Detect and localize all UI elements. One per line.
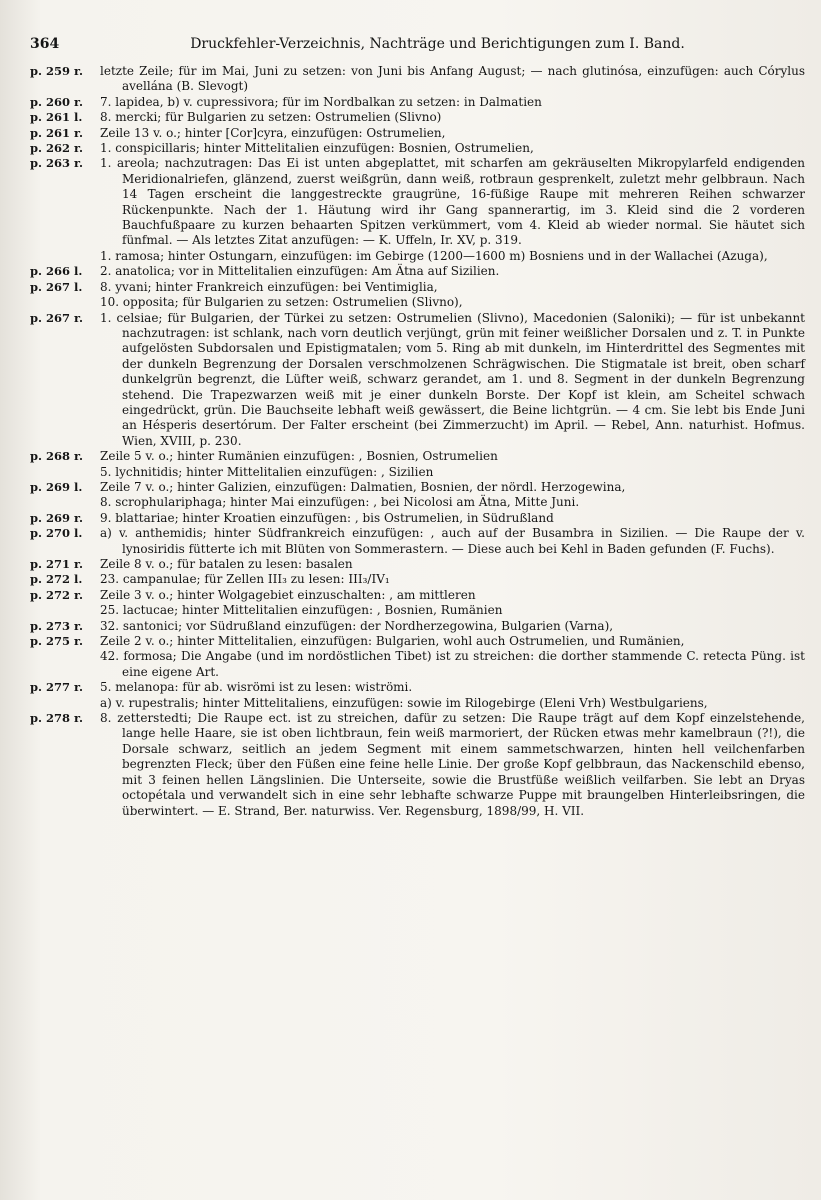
entry-text: 8. zetterstedti; Die Raupe ect. ist zu streichen, dafür zu setzen: Die Raupe trägt auf dem Kopf einzelstehende, lange helle Haare, sie ist oben lichtbraun, fein weiß marmoriert, der Rücken etwas mehr kamelbraun (?!), die Dorsale schwarz, seitlich an jedem Segment mit einem sammetschwarzen, hinten hell veilchenfarben begrenzten Fleck; über den Füßen eine feine helle Linie. Der große Kopf gelbbraun, das Nackenschild ebenso, mit 3 feinen hellen Längslinien. Die Unterseite, sowie die Brustfüße weißlich veilfarben. Sie lebt an Dryas octopétala und verwandelt sich in eine sehr lebhafte schwarze Puppe mit braungelben Hinterleibsringen, die überwintert. — E. Strand, Ber. naturwiss. Ver. Regensburg, 1898/99, H. VII.	[100, 711, 805, 818]
entry-text: 10. opposita; für Bulgarien zu setzen: Ostrumelien (Slivno),	[100, 295, 463, 310]
entry-text: letzte Zeile; für im Mai, Juni zu setzen: von Juni bis Anfang August; — nach glutinósa, einzufügen: auch Córylus avellána (B. Slevogt)	[100, 64, 805, 94]
page-reference: p. 261 r.	[30, 125, 84, 140]
entry-text: 32. santonici; vor Südrußland einzufügen: der Nordherzegowina, Bulgarien (Varna),	[100, 618, 614, 633]
errata-entry	[30, 156, 805, 248]
page-reference	[30, 495, 100, 510]
page-reference: p. 271 r.	[30, 557, 84, 571]
page-reference: p. 261 l.	[30, 110, 83, 125]
page-reference	[30, 603, 100, 618]
errata-entry	[30, 495, 805, 510]
page-reference	[30, 696, 100, 711]
errata-entry	[30, 680, 805, 695]
page-reference: p. 272 l.	[30, 572, 83, 587]
errata-entry	[30, 588, 805, 603]
errata-entry	[30, 249, 805, 264]
page-reference: p. 263 r.	[30, 156, 84, 171]
page-reference: p. 267 l.	[30, 279, 83, 294]
page-reference: p. 269 r.	[30, 510, 84, 525]
entry-text: Zeile 2 v. o.; hinter Mittelitalien, einzufügen: Bulgarien, wohl auch Ostrumelien, und Rumänien,	[100, 634, 685, 649]
errata-entry	[30, 619, 805, 634]
errata-list	[30, 64, 805, 819]
page-reference: p. 260 r.	[30, 94, 84, 109]
page-reference: p. 267 r.	[30, 310, 84, 325]
entry-text: a) v. anthemidis; hinter Südfrankreich einzufügen: , auch auf der Busambra in Sizilien. — Die Raupe der v. lynosiridis fütterte ich mit Blüten von Sommerastern. — Diese auch bei Kehl in Baden gefunden (F. Fuchs).	[100, 526, 805, 556]
errata-entry	[30, 649, 805, 680]
entry-text: Zeile 3 v. o.; hinter Wolgagebiet einzuschalten: , am mittleren	[100, 587, 476, 602]
entry-text: Zeile 7 v. o.; hinter Galizien, einzufügen: Dalmatien, Bosnien, der nördl. Herzogewina,	[100, 479, 626, 494]
page-reference	[30, 465, 100, 480]
entry-text: a) v. rupestralis; hinter Mittelitaliens, einzufügen: sowie im Rilogebirge (Eleni Vrh) Westbulgariens,	[100, 695, 708, 710]
page-reference: p. 273 r.	[30, 618, 84, 633]
errata-entry	[30, 280, 805, 295]
entry-text: 8. yvani; hinter Frankreich einzufügen: bei Ventimiglia,	[100, 279, 438, 294]
page-number: 364	[30, 36, 60, 52]
page-reference: p. 268 r.	[30, 449, 84, 464]
entry-text: 1. conspicillaris; hinter Mittelitalien einzufügen: Bosnien, Ostrumelien,	[100, 141, 534, 156]
page-reference: p. 278 r.	[30, 711, 84, 726]
entry-text: Zeile 5 v. o.; hinter Rumänien einzufügen: , Bosnien, Ostrumelien	[100, 449, 498, 464]
errata-entry	[30, 449, 805, 464]
page-reference	[30, 649, 100, 680]
errata-entry	[30, 465, 805, 480]
page-reference: p. 259 r.	[30, 64, 84, 78]
page-reference: p. 266 l.	[30, 264, 83, 279]
page-title: Druckfehler-Verzeichnis, Nachträge und Berichtigungen zum I. Band.	[190, 36, 685, 52]
errata-entry	[30, 572, 805, 587]
entry-text: 8. mercki; für Bulgarien zu setzen: Ostrumelien (Slivno)	[100, 110, 442, 125]
entry-text: 42. formosa; Die Angabe (und im nordöstlichen Tibet) ist zu streichen: die dorther stammende C. retecta Püng. ist eine eigene Art.	[100, 649, 805, 679]
errata-entry	[30, 126, 805, 141]
page-reference: p. 262 r.	[30, 141, 84, 156]
entry-text: 25. lactucae; hinter Mittelitalien einzufügen: , Bosnien, Rumänien	[100, 603, 503, 618]
entry-text: 2. anatolica; vor in Mittelitalien einzufügen: Am Ätna auf Sizilien.	[100, 264, 500, 279]
errata-entry	[30, 480, 805, 495]
errata-entry	[30, 311, 805, 450]
errata-entry	[30, 95, 805, 110]
errata-entry	[30, 264, 805, 279]
entry-text: Zeile 13 v. o.; hinter [Cor]cyra, einzufügen: Ostrumelien,	[100, 125, 446, 140]
errata-entry	[30, 526, 805, 557]
entry-text: 8. scrophulariphaga; hinter Mai einzufügen: , bei Nicolosi am Ätna, Mitte Juni.	[100, 495, 580, 510]
page-reference	[30, 295, 100, 310]
entry-text: 1. celsiae; für Bulgarien, der Türkei zu setzen: Ostrumelien (Slivno), Macedonien (Saloniki); — für ist unbekannt nachzutragen: ist schlank, nach vorn deutlich verjüngt, grün mit feiner weißlicher Dorsalen und z. T. in Punkte aufgelösten Subdorsalen und Epistigmatalen; vom 5. Ring ab mit dunkeln, im Hinterdrittel des Segmentes mit der dunkeln Begrenzung der Dorsalen verschmolzenen Schrägwischen. Die Stigmatale ist breit, oben scharf dunkelgrün begrenzt, die Lüfter weiß, schwarz gerandet, am 1. und 8. Segment in der dunkeln Begrenzung stehend. Die Trapezwarzen weiß mit je einer dunkeln Borste. Der Kopf ist klein, am Scheitel schwach eingedrückt, grün. Die Bauchseite lebhaft weiß gewässert, die Beine lichtgrün. — 4 cm. Sie lebt bis Ende Juni an Hésperis desertórum. Der Falter erscheint (bei Zimmerzucht) im April. — Rebel, Ann. naturhist. Hofmus. Wien, XVIII, p. 230.	[100, 310, 805, 448]
errata-entry	[30, 634, 805, 649]
page-reference	[30, 249, 100, 264]
entry-text: 5. melanopa: für ab. wisrömi ist zu lesen: wiströmi.	[100, 680, 413, 695]
page-reference: p. 277 r.	[30, 680, 84, 695]
entry-text: 1. ramosa; hinter Ostungarn, einzufügen: im Gebirge (1200—1600 m) Bosniens und in der Wallachei (Azuga),	[100, 248, 768, 263]
entry-text: Zeile 8 v. o.; für batalen zu lesen: basalen	[100, 557, 353, 571]
entry-text: 5. lychnitidis; hinter Mittelitalien einzufügen: , Sizilien	[100, 464, 434, 479]
page-reference: p. 272 r.	[30, 587, 84, 602]
errata-entry	[30, 557, 805, 572]
page-reference: p. 275 r.	[30, 634, 84, 649]
errata-entry	[30, 110, 805, 125]
entry-text: 7. lapidea, b) v. cupressivora; für im Nordbalkan zu setzen: in Dalmatien	[100, 94, 542, 109]
errata-entry	[30, 696, 805, 711]
errata-entry	[30, 141, 805, 156]
entry-text: 23. campanulae; für Zellen III₃ zu lesen: III₃/IV₁	[100, 572, 390, 587]
errata-entry	[30, 711, 805, 819]
errata-entry	[30, 295, 805, 310]
entry-text: 1. areola; nachzutragen: Das Ei ist unten abgeplattet, mit scharfen am gekräuselten Mikropylarfeld endigenden Meridionalriefen, glänzend, zuerst weißgrün, dann weiß, rotbraun gesprenkelt, zuletzt mehr gelbbraun. Nach 14 Tagen erscheint die langgestreckte graugrüne, 16-füßige Raupe mit mehreren Reihen schwarzer Rückenpunkte. Nach der 1. Häutung wird ihr Gang spannerartig, im 3. Kleid sind die 2 vorderen Bauchfußpaare zu kurzen behaarten Spitzen verkümmert, vom 4. Kleid ab wieder normal. Sie häutet sich fünfmal. — Als letztes Zitat anzufügen: — K. Uffeln, Ir. XV, p. 319.	[100, 156, 805, 248]
page-header	[30, 30, 805, 60]
errata-entry	[30, 511, 805, 526]
page-reference: p. 270 l.	[30, 526, 83, 541]
errata-entry	[30, 603, 805, 618]
errata-entry	[30, 64, 805, 95]
entry-text: 9. blattariae; hinter Kroatien einzufügen: , bis Ostrumelien, in Südrußland	[100, 510, 554, 525]
page-reference: p. 269 l.	[30, 479, 83, 494]
